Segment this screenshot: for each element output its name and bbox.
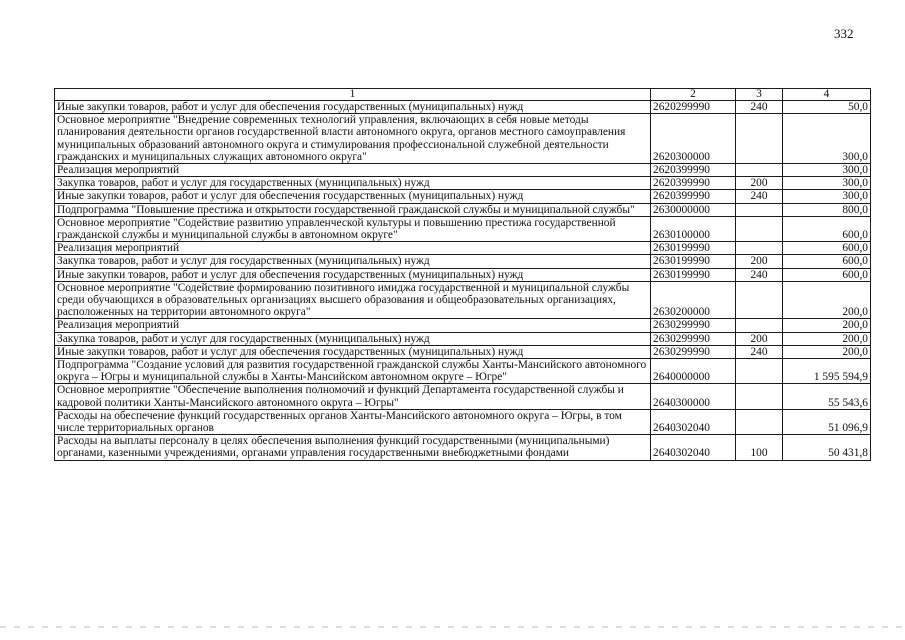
- cell-expense-type: [736, 203, 783, 216]
- cell-amount: 300,0: [783, 177, 871, 190]
- cell-name: Основное мероприятие "Обеспечение выполнения полномочий и функций Департамента государственной службы и кадровой политики Ханты-Мансийского автономного округа – Югры": [55, 384, 651, 409]
- cell-amount: 600,0: [783, 242, 871, 255]
- table-row: [55, 101, 871, 114]
- cell-expense-type: [736, 216, 783, 241]
- cell-expense-type: 200: [736, 177, 783, 190]
- cell-expense-type: [736, 384, 783, 409]
- cell-expense-type: [736, 114, 783, 164]
- cell-amount: 800,0: [783, 203, 871, 216]
- cell-amount: 55 543,6: [783, 384, 871, 409]
- cell-name: Реализация мероприятий: [55, 242, 651, 255]
- table-row: [55, 345, 871, 358]
- table-row: [55, 216, 871, 241]
- cell-expense-type: [736, 281, 783, 319]
- table-row: [55, 319, 871, 332]
- table-row: [55, 281, 871, 319]
- table-row: [55, 332, 871, 345]
- cell-expense-type: 200: [736, 332, 783, 345]
- cell-code: 2630299990: [651, 332, 736, 345]
- table-row: [55, 409, 871, 434]
- cell-name: Основное мероприятие "Содействие развитию управленческой культуры и повышению престижа государственной гражданской службы и муниципальной службы в автономном округе": [55, 216, 651, 241]
- cell-code: 2630200000: [651, 281, 736, 319]
- cell-code: 2640300000: [651, 384, 736, 409]
- cell-expense-type: 240: [736, 345, 783, 358]
- scan-artifact-line: [0, 626, 905, 628]
- cell-name: Основное мероприятие "Внедрение современных технологий управления, включающих в себя новые методы планирования деятельности органов государственной власти автономного округа, органов местного самоуправления муниципальных образований автономного округа и стимулирования профессиональной служебной деятельности гражданских и муниципальных служащих автономного округа": [55, 114, 651, 164]
- cell-code: 2630100000: [651, 216, 736, 241]
- cell-code: 2620299990: [651, 101, 736, 114]
- cell-amount: 50 431,8: [783, 435, 871, 460]
- cell-name: Иные закупки товаров, работ и услуг для обеспечения государственных (муниципальных) нужд: [55, 268, 651, 281]
- table-header-row: [55, 89, 871, 101]
- cell-code: 2630000000: [651, 203, 736, 216]
- cell-name: Иные закупки товаров, работ и услуг для обеспечения государственных (муниципальных) нужд: [55, 101, 651, 114]
- budget-table: [54, 88, 871, 461]
- table-body: [55, 89, 871, 461]
- cell-code: 2630299990: [651, 345, 736, 358]
- cell-expense-type: [736, 359, 783, 384]
- cell-code: 2620399990: [651, 164, 736, 177]
- cell-name: Иные закупки товаров, работ и услуг для обеспечения государственных (муниципальных) нужд: [55, 190, 651, 203]
- cell-expense-type: [736, 409, 783, 434]
- cell-code: 2640000000: [651, 359, 736, 384]
- table-row: [55, 190, 871, 203]
- header-col-3: 3: [736, 89, 783, 101]
- header-col-1: 1: [55, 89, 651, 101]
- table-row: [55, 177, 871, 190]
- cell-name: Основное мероприятие "Содействие формированию позитивного имиджа государственной и муниципальной службы среди обучающихся в образовательных организациях высшего образования и общеобразовательных организациях, расположенных на территории автономного округа": [55, 281, 651, 319]
- table-row: [55, 114, 871, 164]
- cell-amount: 600,0: [783, 268, 871, 281]
- cell-amount: 300,0: [783, 164, 871, 177]
- cell-amount: 300,0: [783, 190, 871, 203]
- cell-code: 2630199990: [651, 268, 736, 281]
- cell-name: Подпрограмма "Повышение престижа и открытости государственной гражданской службы и муниципальной службы": [55, 203, 651, 216]
- cell-expense-type: 200: [736, 255, 783, 268]
- cell-code: 2630199990: [651, 255, 736, 268]
- cell-code: 2620399990: [651, 177, 736, 190]
- page-number: 332: [834, 26, 854, 41]
- cell-expense-type: 240: [736, 190, 783, 203]
- cell-name: Подпрограмма "Создание условий для развития государственной гражданской службы Ханты-Мансийского автономного округа – Югры и муниципальной службы в Ханты-Мансийском автономном округе – Югре": [55, 359, 651, 384]
- cell-code: 2620399990: [651, 190, 736, 203]
- cell-amount: 51 096,9: [783, 409, 871, 434]
- table-row: [55, 435, 871, 460]
- cell-name: Закупка товаров, работ и услуг для государственных (муниципальных) нужд: [55, 255, 651, 268]
- table-row: [55, 164, 871, 177]
- cell-name: Закупка товаров, работ и услуг для государственных (муниципальных) нужд: [55, 177, 651, 190]
- cell-amount: 200,0: [783, 345, 871, 358]
- cell-name: Расходы на обеспечение функций государственных органов Ханты-Мансийского автономного округа – Югры, в том числе территориальных органов: [55, 409, 651, 434]
- cell-amount: 200,0: [783, 332, 871, 345]
- cell-expense-type: 240: [736, 268, 783, 281]
- cell-name: Реализация мероприятий: [55, 319, 651, 332]
- cell-name: Расходы на выплаты персоналу в целях обеспечения выполнения функций государственными (муниципальными) органами, казенными учреждениями, органами управления государственными внебюджетными фондами: [55, 435, 651, 460]
- cell-expense-type: [736, 164, 783, 177]
- cell-code: 2640302040: [651, 435, 736, 460]
- header-col-2: 2: [651, 89, 736, 101]
- table-row: [55, 203, 871, 216]
- table-row: [55, 359, 871, 384]
- cell-code: 2630299990: [651, 319, 736, 332]
- cell-amount: 300,0: [783, 114, 871, 164]
- table-row: [55, 255, 871, 268]
- header-col-4: 4: [783, 89, 871, 101]
- cell-amount: 1 595 594,9: [783, 359, 871, 384]
- cell-amount: 200,0: [783, 281, 871, 319]
- cell-amount: 50,0: [783, 101, 871, 114]
- cell-amount: 200,0: [783, 319, 871, 332]
- cell-code: 2640302040: [651, 409, 736, 434]
- cell-expense-type: 240: [736, 101, 783, 114]
- cell-expense-type: [736, 319, 783, 332]
- cell-expense-type: 100: [736, 435, 783, 460]
- cell-name: Закупка товаров, работ и услуг для государственных (муниципальных) нужд: [55, 332, 651, 345]
- cell-name: Иные закупки товаров, работ и услуг для обеспечения государственных (муниципальных) нужд: [55, 345, 651, 358]
- table-row: [55, 242, 871, 255]
- table-row: [55, 268, 871, 281]
- table-row: [55, 384, 871, 409]
- cell-amount: 600,0: [783, 255, 871, 268]
- cell-name: Реализация мероприятий: [55, 164, 651, 177]
- cell-amount: 600,0: [783, 216, 871, 241]
- cell-code: 2620300000: [651, 114, 736, 164]
- cell-expense-type: [736, 242, 783, 255]
- cell-code: 2630199990: [651, 242, 736, 255]
